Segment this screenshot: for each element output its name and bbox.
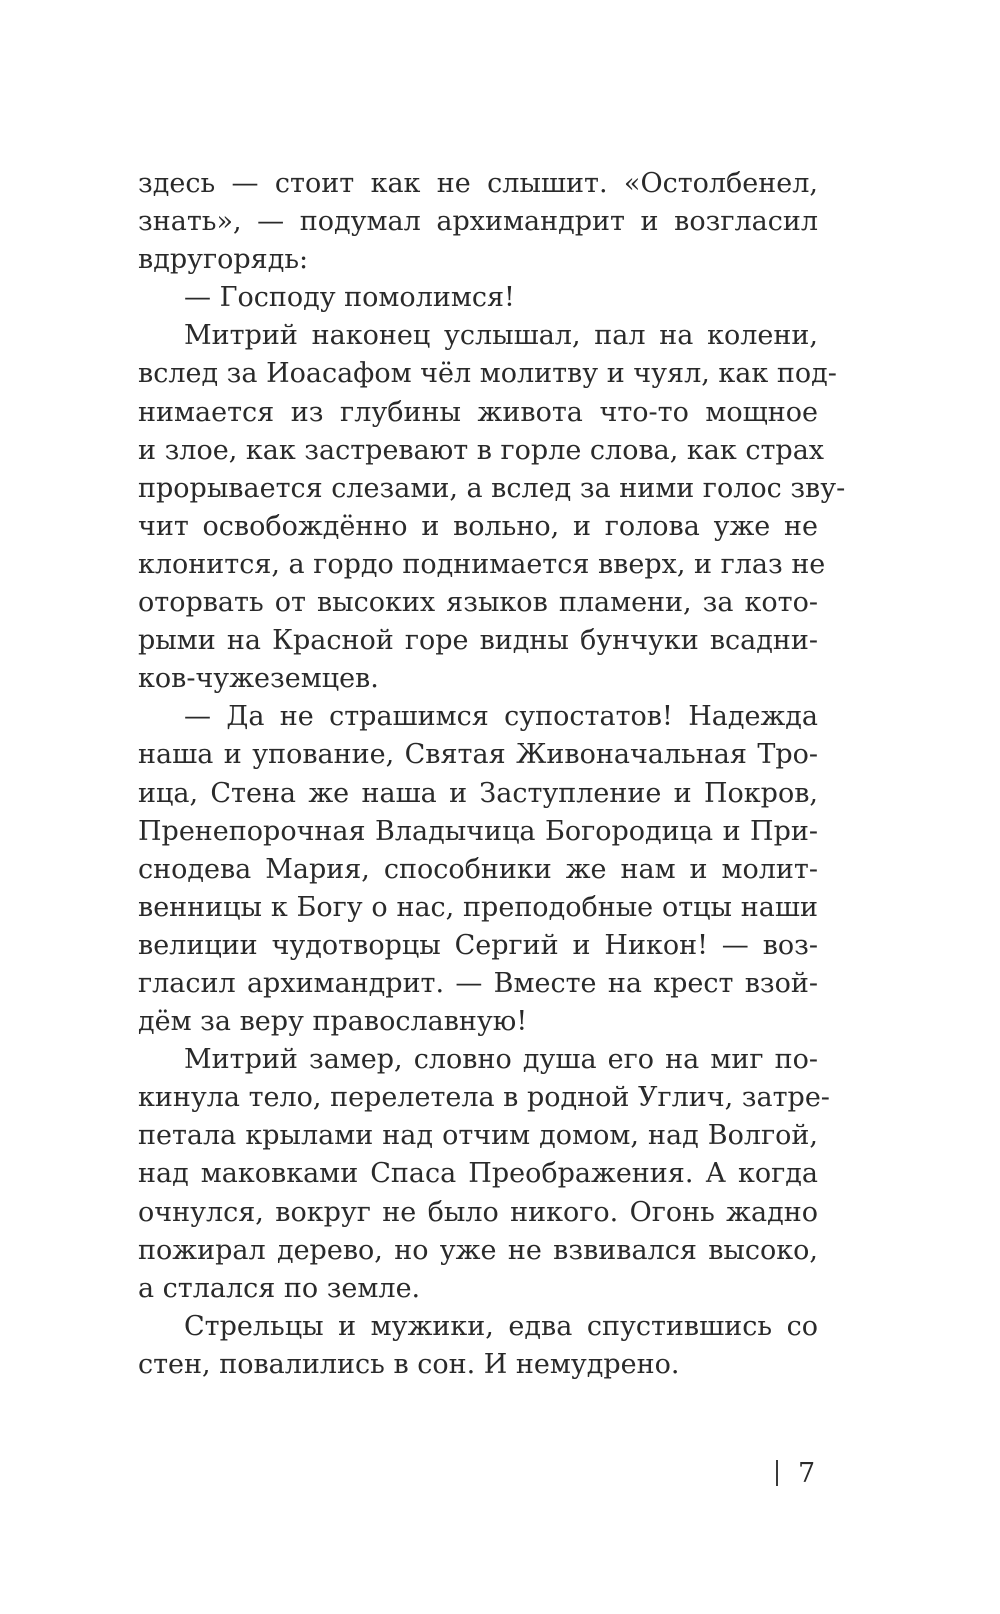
text-line: стен, повалились в сон. И немудрено.: [138, 1348, 680, 1380]
body-text: [138, 165, 846, 1384]
text-line: кинула тело, перелетела в родной Углич, затре-: [138, 1082, 830, 1114]
text-line: — Да не страшимся супостатов! Надежда: [184, 701, 818, 733]
text-line: снодева Мария, способники же нам и молит-: [138, 853, 818, 885]
page-number: 7: [798, 1457, 816, 1489]
text-line: и злое, как застревают в горле слова, как страх: [138, 434, 825, 466]
text-line: — Господу помолимся!: [184, 282, 515, 314]
text-line: а стлался по земле.: [138, 1272, 421, 1304]
text-line: чит освобождённо и вольно, и голова уже не: [138, 510, 818, 542]
text-line: велиции чудотворцы Сергий и Никон! — воз-: [138, 929, 818, 961]
text-line: ков-чужеземцев.: [138, 663, 379, 695]
text-line: вдругорядь:: [138, 244, 309, 276]
text-line: Стрельцы и мужики, едва спустившись со: [184, 1310, 818, 1342]
text-line: наша и упование, Святая Живоначальная Тро-: [138, 739, 818, 771]
text-line: прорывается слезами, а вслед за ними голос зву-: [138, 472, 846, 504]
folio-rule: [776, 1460, 778, 1486]
text-line: пожирал дерево, но уже не взвивался высоко,: [138, 1234, 818, 1266]
text-line: над маковками Спаса Преображения. А когда: [138, 1158, 818, 1190]
folio: [776, 1457, 815, 1489]
text-line: очнулся, вокруг не было никого. Огонь жадно: [138, 1196, 818, 1228]
text-line: знать», — подумал архимандрит и возгласил: [138, 206, 818, 238]
text-line: вслед за Иоасафом чёл молитву и чуял, как под-: [138, 358, 837, 390]
text-line: венницы к Богу о нас, преподобные отцы наши: [138, 891, 818, 923]
text-line: Пренепорочная Владычица Богородица и При-: [138, 815, 818, 847]
text-line: ица, Стена же наша и Заступление и Покров,: [138, 777, 818, 809]
text-line: петала крылами над отчим домом, над Волгой,: [138, 1120, 818, 1152]
text-line: гласил архимандрит. — Вместе на крест взой-: [138, 967, 818, 999]
text-line: рыми на Красной горе видны бунчуки всадни-: [138, 625, 818, 657]
text-line: клонится, а гордо поднимается вверх, и глаз не: [138, 548, 826, 580]
text-line: оторвать от высоких языков пламени, за кото-: [138, 587, 818, 619]
text-line: нимается из глубины живота что-то мощное: [138, 396, 818, 428]
text-line: Митрий наконец услышал, пал на колени,: [184, 320, 818, 352]
text-line: здесь — стоит как не слышит. «Остолбенел,: [138, 168, 818, 199]
text-line: Митрий замер, словно душа его на миг по-: [184, 1044, 818, 1076]
text-line: дём за веру православную!: [138, 1006, 528, 1038]
